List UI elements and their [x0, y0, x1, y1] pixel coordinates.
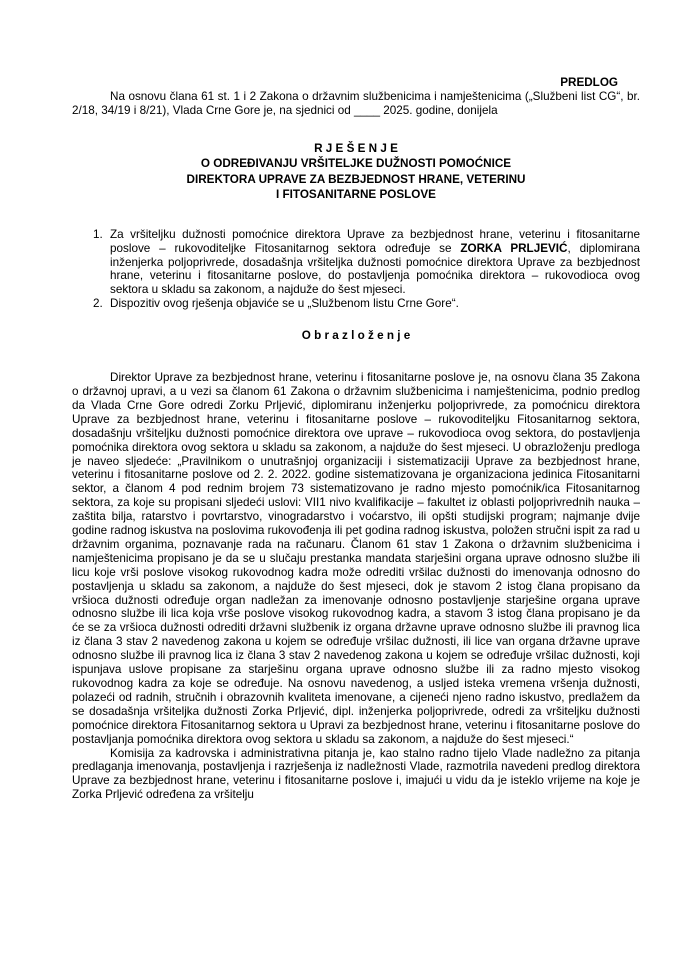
title-line-3: DIREKTORA UPRAVE ZA BEZBJEDNOST HRANE, VETERINU — [186, 172, 526, 186]
explanation-paragraph-2: Komisija za kadrovska i administrativna pitanja je, kao stalno radno tijelo Vlade nadležno za pitanja predlaganja imenovanja, postavljenja i razrješenja iz nadležnosti Vlade, razmotrila navedeni predlog direktora Uprave za bezbjednost hrane, veterinu i fitosanitarne poslove i, imajući u vidu da je isteklo vrijeme na koje je Zorka Prljević određena za vršitelju — [72, 746, 640, 802]
item-2-number: 2. — [93, 297, 103, 311]
title-line-4: I FITOSANITARNE POSLOVE — [276, 188, 436, 202]
item-1-text-post: , diplomirana inženjerka poljoprivrede, dosadašnja vršiteljka dužnosti pomoćnice direktora Uprave za bezbjednost hrane, veterinu i fitosanitarne poslove, do postavljenja pomoćnika direktora – rukovodioca ovog sektora u skladu sa zakonom, a najduže do šest mjeseci. — [110, 241, 640, 297]
decision-items-list — [72, 228, 640, 311]
appointee-name: ZORKA PRLJEVIĆ — [460, 241, 568, 255]
document-tag: PREDLOG — [560, 76, 618, 89]
preamble-paragraph: Na osnovu člana 61 st. 1 i 2 Zakona o državnim službenicima i namještenicima („Službeni list CG“, br. 2/18, 34/19 i 8/21), Vlada Crne Gore je, na sjednici od ____ 2025. godine, donijela — [72, 89, 640, 117]
decision-item-1 — [93, 228, 640, 298]
item-1-text-pre: Za vršiteljku dužnosti pomoćnice direktora Uprave za bezbjednost hrane, veterinu i fitosanitarne poslove – rukovoditeljke Fitosanitarnog sektora određuje se — [110, 227, 640, 255]
title-line-1: R J E Š E N J E — [314, 141, 398, 155]
decision-item-2 — [93, 297, 640, 311]
item-1-text — [110, 228, 640, 298]
title-line-2: O ODREĐIVANJU VRŠITELJKE DUŽNOSTI POMOĆNICE — [200, 157, 512, 171]
item-1-number: 1. — [93, 227, 103, 241]
explanation-heading: O b r a z l o ž e n j e — [301, 329, 411, 343]
explanation-paragraph-1: Direktor Uprave za bezbjednost hrane, veterinu i fitosanitarne poslove je, na osnovu člana 35 Zakona o državnoj upravi, a u vezi sa članom 61 Zakona o državnim službenicima i namještenicima, podnio predlog da Vlada Crne Gore odredi Zorku Prljević, diplomiranu inženjerku poljoprivrede, za pomoćnicu direktora Uprave za bezbjednost hrane, veterinu i fitosanitarne poslove – rukovoditeljku Fitosanitarnog sektora, dosadašnju vršiteljku dužnosti pomoćnice direktora ove uprave – rukovodioca ovog sektora, do postavljenja pomoćnika direktora ovog sektora u skladu sa zakonom, a najduže do šest mjeseci. U obrazloženju predloga je naveo sljedeće: „Pravilnikom o unutrašnjoj organizaciji i sistematizaciji Uprave za bezbjednost hrane, veterinu i fitosanitarne poslove od 2. 2. 2022. godine sistematizovana je organizaciona jedinica Fitosanitarni sektor, a članom 4 pod rednim brojem 73 sistematizovano je radno mjesto pomoćnik/ica Fitosanitarnog sektora, za koje su propisani sljedeći uslovi: VII1 nivo kvalifikacije – fakultet iz oblasti poljoprivrednih nauka – zaštita bilja, ratarstvo i povrtarstvo, vinogradarstvo i voćarstvo, ili opšti studijski program; najmanje dvije godine radnog iskustva na poslovima rukovođenja ili pet godina radnog iskustva, položen stručni ispit za rad u državnim organima, poznavanje rada na računaru. Članom 61 stav 1 Zakona o državnim službenicima i namještenicima propisano je da se u slučaju prestanka mandata starješini organa uprave odnosno službe ili licu koje vrši poslove visokog rukovodnog kadra može odrediti vršilac dužnosti do imenovanja odnosno do postavljenja u skladu sa zakonom, a najduže do šest mjeseci, dok je stavom 2 istog člana propisano da vršioca dužnosti određuje organ nadležan za imenovanje odnosno postavljenje starješine organa uprave odnosno službe ili lica koja vrše poslove visokog rukovodnog kadra, a stavom 3 istog člana propisano je da će se za vršioca dužnosti odrediti državni službenik iz organa državne uprave odnosno službe ili pravnog lica iz člana 3 stav 2 navedenog zakona u kojem se određuje vršilac dužnosti, ili lice van organa državne uprave odnosno službe ili pravnog lica iz člana 3 stav 2 navedenog zakona u kojem se određuje vršilac dužnosti, koji ispunjava uslove propisane za starješinu organa uprave odnosno službe ili za radno mjesto visokog rukovodnog kadra za koje se određuje. Na osnovu navedenog, a usljed isteka vremena vršenja dužnosti, polazeći od radnih, stručnih i obrazovnih kvaliteta imenovane, a cijeneći njeno radno iskustvo, predlažem da se dosadašnja vršiteljka dužnosti Zorka Prljević, dipl. inženjerka poljoprivrede, odredi za vršiteljku dužnosti pomoćnice direktora Fitosanitarnog sektora u Upravi za bezbjednost hrane, veterinu i fitosanitarne poslove do postavljanja pomoćnika direktora ovog sektora u skladu sa zakonom, a najduže do šest mjeseci.“ — [72, 371, 640, 746]
decision-title-block — [72, 141, 640, 203]
item-2-text: Dispozitiv ovog rješenja objaviće se u „Službenom listu Crne Gore“. — [110, 297, 459, 311]
